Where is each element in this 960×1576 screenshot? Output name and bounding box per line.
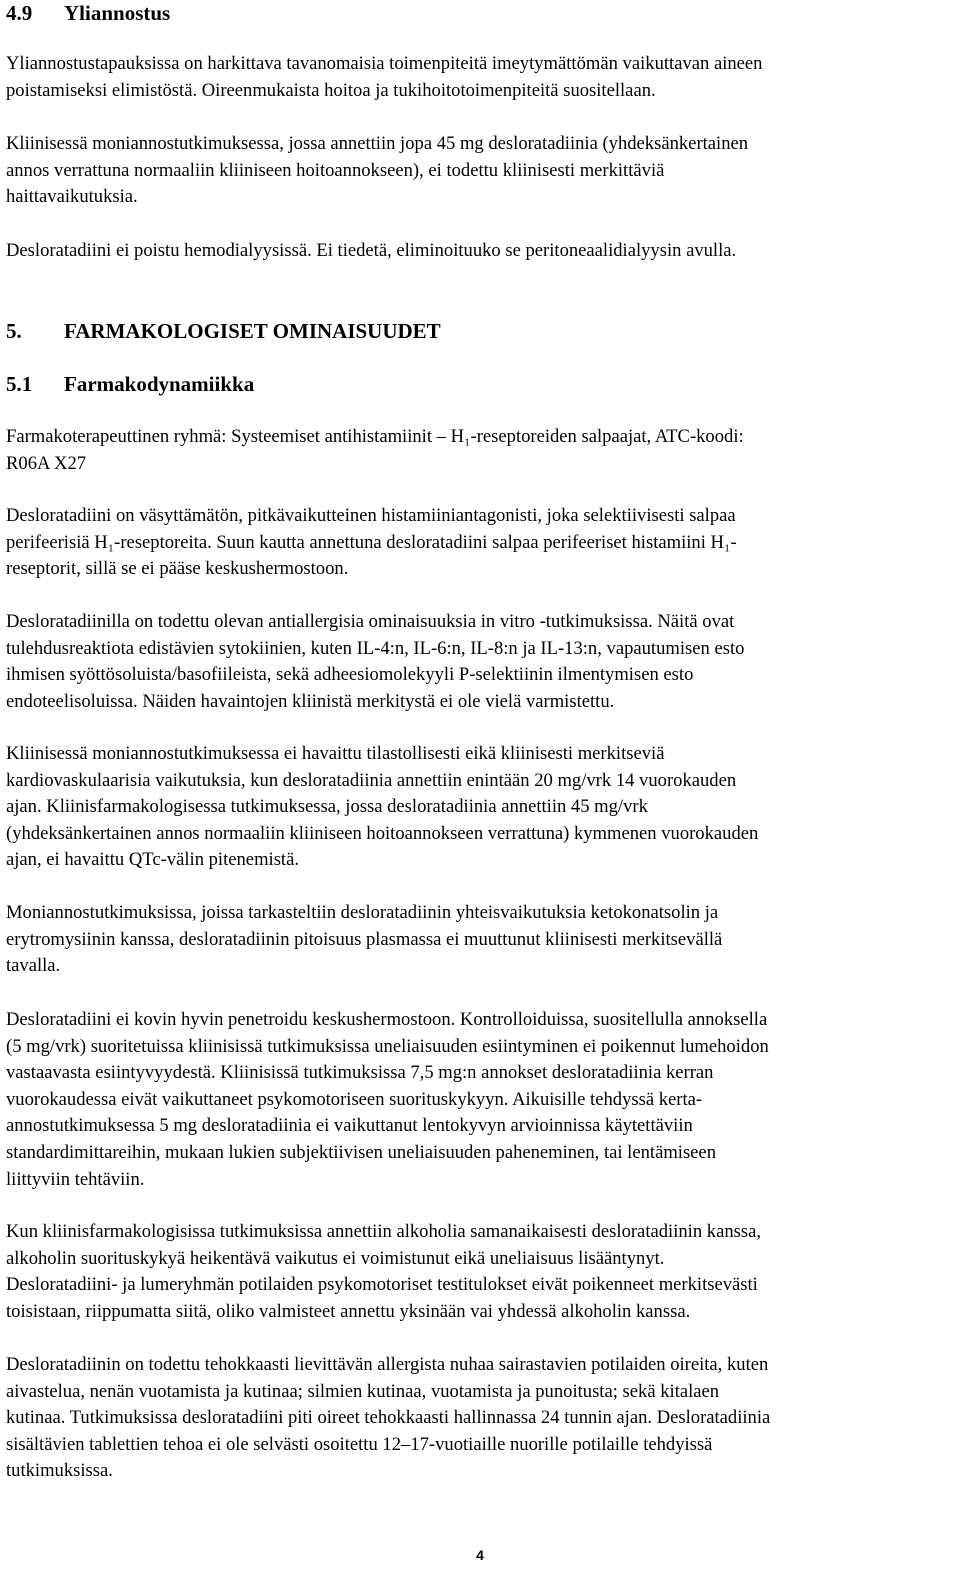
text-line: Desloratadiinin on todettu tehokkaasti lievittävän allergista nuhaa sairastavien potilaiden oireita, kuten (6, 1354, 769, 1375)
section-title: Yliannostus (64, 1, 171, 25)
text-line: Desloratadiini ei kovin hyvin penetroidu keskushermostoon. Kontrolloiduissa, suositellulla annoksella (6, 1009, 768, 1030)
page-number: 4 (476, 1547, 484, 1563)
text-line: sisältävien tablettien tehoa ei ole selvästi osoitettu 12–17-vuotiaille nuorille potilaille tehdyissä (6, 1433, 713, 1455)
paragraph (6, 609, 954, 715)
text-line: Desloratadiini on väsyttämätön, pitkävaikutteinen histamiiniantagonisti, joka selektiivisesti salpaa (6, 505, 736, 526)
section-heading (6, 318, 954, 344)
text-line: perifeerisiä H₁-reseptoreita. Suun kautta annettuna desloratadiini salpaa perifeeriset histamiini H₁- (6, 531, 737, 553)
paragraph (6, 1007, 954, 1193)
text-line: tulehdusreaktiota edistävien sytokiinien, kuten IL-4:n, IL-6:n, IL-8:n ja IL-13:n, vapautumisen esto (6, 637, 745, 659)
section-number: 5.1 (6, 372, 33, 396)
text-line: Desloratadiini- ja lumeryhmän potilaiden psykomotoriset testitulokset eivät poikenneet merkitsevästi (6, 1274, 758, 1296)
text-line: liittyviin tehtäviin. (6, 1168, 145, 1190)
text-line: vastaavasta esiintyvyydestä. Kliinisissä tutkimuksissa 7,5 mg:n annokset desloratadiinia kerran (6, 1062, 714, 1084)
text-line: tavalla. (6, 955, 61, 977)
paragraph (6, 131, 954, 211)
text-line: aivastelua, nenän vuotamista ja kutinaa; silmien kutinaa, vuotamista ja punoitusta; sekä kitalaen (6, 1380, 720, 1402)
text-line: ajan. Kliinisfarmakologisessa tutkimuksessa, jossa desloratadiinia annettiin 45 mg/vrk (6, 796, 648, 818)
section-number: 4.9 (6, 1, 33, 25)
text-line: ihmisen syöttösoluista/basofiileista, sekä adheesiomolekyyli P-selektiinin ilmentymisen esto (6, 664, 694, 686)
text-line: kardiovaskulaarisia vaikutuksia, kun desloratadiinia annettiin enintään 20 mg/vrk 14 vuorokauden (6, 769, 737, 791)
text-line: toisistaan, riippumatta siitä, oliko valmisteet annettu yksinään vai yhdessä alkoholin kanssa. (6, 1300, 691, 1322)
text-line: Moniannostutkimuksissa, joissa tarkasteltiin desloratadiinin yhteisvaikutuksia ketokonatsolin ja (6, 902, 719, 923)
text-line: haittavaikutuksia. (6, 186, 138, 208)
text-line: Kliinisessä moniannostutkimuksessa ei havaittu tilastollisesti eikä kliinisesti merkitseviä (6, 743, 665, 764)
text-line: endoteelisoluissa. Näiden havaintojen kliinistä merkitystä ei ole vielä varmistettu. (6, 690, 615, 712)
text-line: annos verrattuna normaaliin kliiniseen hoitoannokseen), ei todettu kliinisesti merkittäviä (6, 159, 665, 181)
paragraph (6, 51, 954, 104)
section-heading (6, 0, 954, 26)
text-line: Desloratadiinilla on todettu olevan antiallergisia ominaisuuksia in vitro -tutkimuksissa. Näitä ovat (6, 611, 735, 632)
text-line: kutinaa. Tutkimuksissa desloratadiini piti oireet tehokkaasti hallinnassa 24 tunnin ajan. Desloratadiinia (6, 1407, 771, 1429)
paragraph (6, 900, 954, 980)
text-line: R06A X27 (6, 452, 87, 474)
section-title: Farmakodynamiikka (64, 372, 255, 396)
text-line: alkoholin suorituskykyä heikentävä vaikutus ei voimistunut eikä uneliaisuus lisääntynyt. (6, 1247, 665, 1269)
text-line: Farmakoterapeuttinen ryhmä: Systeemiset antihistamiinit – H₁-reseptoreiden salpaajat, ATC-koodi: (6, 426, 744, 447)
text-line: tutkimuksissa. (6, 1460, 113, 1482)
paragraph (6, 1219, 954, 1325)
text-line: Kun kliinisfarmakologisissa tutkimuksissa annettiin alkoholia samanaikaisesti desloratadiinin kanssa, (6, 1221, 761, 1242)
text-line: Desloratadiini ei poistu hemodialyysissä. Ei tiedetä, eliminoituuko se peritoneaalidialyysin avulla. (6, 240, 737, 261)
paragraph (6, 238, 954, 265)
text-line: Kliinisessä moniannostutkimuksessa, jossa annettiin jopa 45 mg desloratadiinia (yhdeksänkertainen (6, 133, 749, 154)
text-line: vuorokaudessa eivät vaikuttaneet psykomotoriseen suorituskykyyn. Aikuisille tehdyssä kerta- (6, 1088, 703, 1110)
text-line: (yhdeksänkertainen annos normaaliin kliiniseen hoitoannokseen verrattuna) kymmenen vuorokauden (6, 822, 759, 844)
paragraph (6, 424, 954, 477)
paragraph (6, 1352, 954, 1485)
paragraph (6, 503, 954, 583)
text-line: ajan, ei havaittu QTc-välin pitenemistä. (6, 849, 299, 871)
text-line: erytromysiinin kanssa, desloratadiinin pitoisuus plasmassa ei muuttunut kliinisesti merkitsevällä (6, 928, 723, 950)
section-heading (6, 371, 954, 397)
text-line: (5 mg/vrk) suoritetuissa kliinisissä tutkimuksissa uneliaisuuden esiintyminen ei poikennut lumehoidon (6, 1035, 769, 1057)
text-line: annostutkimuksessa 5 mg desloratadiinia ei vaikuttanut lentokyvyn arvioinnissa käytettäviin (6, 1115, 693, 1137)
text-line: Yliannostustapauksissa on harkittava tavanomaisia toimenpiteitä imeytymättömän vaikuttavan aineen (6, 53, 763, 74)
text-line: standardimittareihin, mukaan lukien subjektiivisen uneliaisuuden paheneminen, tai lentämiseen (6, 1141, 716, 1163)
paragraph (6, 741, 954, 874)
text-line: reseptorit, sillä se ei pääse keskushermostoon. (6, 558, 349, 580)
section-number: 5. (6, 319, 22, 343)
section-title: FARMAKOLOGISET OMINAISUUDET (64, 319, 441, 343)
text-line: poistamiseksi elimistöstä. Oireenmukaista hoitoa ja tukihoitotoimenpiteitä suositellaan. (6, 79, 656, 101)
